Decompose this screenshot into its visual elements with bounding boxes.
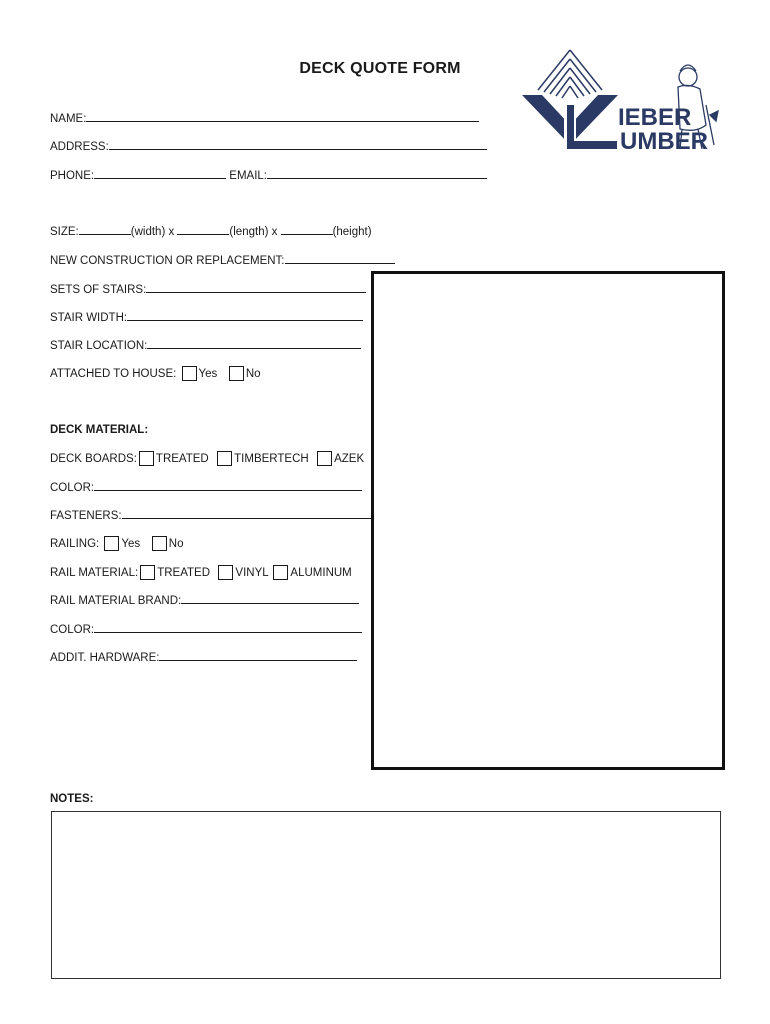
- form-title: DECK QUOTE FORM: [299, 60, 461, 77]
- rail-aluminum-checkbox[interactable]: [273, 565, 288, 580]
- attached-row: [50, 366, 261, 381]
- length-field[interactable]: [177, 224, 229, 235]
- rail-vinyl-checkbox[interactable]: [218, 565, 233, 580]
- rail-brand-label: RAIL MATERIAL BRAND:: [50, 595, 182, 607]
- width-field[interactable]: [79, 224, 131, 235]
- railing-yes-checkbox[interactable]: [104, 536, 119, 551]
- railing-no-label: No: [168, 538, 184, 550]
- deck-treated-label: TREATED: [155, 453, 209, 465]
- name-field[interactable]: [50, 111, 479, 126]
- rail-material-row: [50, 565, 352, 580]
- deck-timbertech-label: TIMBERTECH: [234, 453, 309, 465]
- fasteners-label: FASTENERS:: [50, 510, 122, 522]
- phone-label: PHONE:: [50, 170, 95, 182]
- stair-width-label: STAIR WIDTH:: [50, 312, 128, 324]
- sets-of-stairs-label: SETS OF STAIRS:: [50, 284, 147, 296]
- attached-yes-checkbox[interactable]: [182, 366, 197, 381]
- railing-no-checkbox[interactable]: [152, 536, 167, 551]
- deck-azek-label: AZEK: [334, 453, 365, 465]
- logo-text-line1: IEBER: [618, 104, 692, 131]
- email-label: EMAIL:: [229, 170, 268, 182]
- construction-label: NEW CONSTRUCTION OR REPLACEMENT:: [50, 255, 285, 267]
- stair-width-field[interactable]: [50, 310, 363, 325]
- sets-of-stairs-field[interactable]: [50, 282, 366, 297]
- rail-color-label: COLOR:: [50, 624, 95, 636]
- phone-email-row: [50, 168, 487, 183]
- size-label: SIZE:: [50, 226, 79, 238]
- rail-color-field[interactable]: [50, 622, 362, 637]
- deck-color-field[interactable]: [50, 480, 362, 495]
- rail-vinyl-label: VINYL: [235, 567, 269, 579]
- deck-boards-row: [50, 451, 364, 466]
- lieber-lumber-logo: [520, 45, 720, 155]
- stair-location-label: STAIR LOCATION:: [50, 340, 148, 352]
- construction-field[interactable]: [50, 253, 395, 268]
- sketch-area[interactable]: [371, 271, 725, 770]
- deck-boards-label: DECK BOARDS:: [50, 453, 137, 465]
- deck-timbertech-checkbox[interactable]: [217, 451, 232, 466]
- width-label: (width) x: [130, 226, 175, 238]
- length-label: (length) x: [229, 226, 278, 238]
- rail-brand-field[interactable]: [50, 593, 359, 608]
- attached-no-label: No: [245, 368, 261, 380]
- fasteners-field[interactable]: [50, 508, 372, 523]
- height-label: (height): [332, 226, 372, 238]
- rail-treated-label: TREATED: [157, 567, 211, 579]
- address-label: ADDRESS:: [50, 141, 109, 153]
- deck-azek-checkbox[interactable]: [317, 451, 332, 466]
- railing-yes-label: Yes: [121, 538, 141, 550]
- railing-row: [50, 536, 183, 551]
- name-label: NAME:: [50, 113, 87, 125]
- height-field[interactable]: [281, 224, 333, 235]
- deck-color-label: COLOR:: [50, 482, 95, 494]
- email-field[interactable]: [267, 168, 487, 179]
- phone-field[interactable]: [94, 168, 226, 179]
- deck-material-heading: DECK MATERIAL:: [50, 424, 149, 436]
- deck-treated-checkbox[interactable]: [139, 451, 154, 466]
- address-field[interactable]: [50, 139, 487, 154]
- railing-label: RAILING:: [50, 538, 100, 550]
- notes-textarea[interactable]: [51, 811, 721, 979]
- notes-heading: NOTES:: [50, 793, 94, 805]
- attached-no-checkbox[interactable]: [229, 366, 244, 381]
- attached-label: ATTACHED TO HOUSE:: [50, 368, 177, 380]
- hardware-field[interactable]: [50, 650, 357, 665]
- logo-text-line2: UMBER: [620, 128, 708, 155]
- rail-aluminum-label: ALUMINUM: [290, 567, 352, 579]
- stair-location-field[interactable]: [50, 338, 361, 353]
- rail-treated-checkbox[interactable]: [140, 565, 155, 580]
- hardware-label: ADDIT. HARDWARE:: [50, 652, 160, 664]
- rail-material-label: RAIL MATERIAL:: [50, 567, 139, 579]
- size-row: [50, 224, 372, 239]
- attached-yes-label: Yes: [198, 368, 218, 380]
